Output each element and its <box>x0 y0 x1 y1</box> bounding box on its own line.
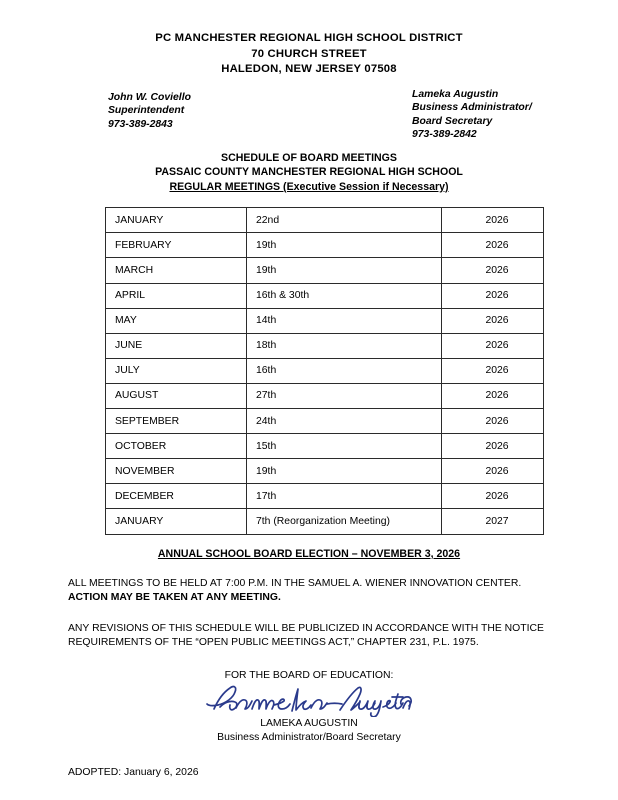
table-row <box>106 308 544 333</box>
meeting-month-cell: NOVEMBER <box>106 459 247 484</box>
adopted-line: ADOPTED: January 6, 2026 <box>68 767 199 779</box>
meeting-day-cell: 19th <box>247 258 442 283</box>
district-header <box>0 0 618 78</box>
meeting-month-cell: MARCH <box>106 258 247 283</box>
meeting-year-cell: 2026 <box>442 333 544 358</box>
signature-block <box>0 670 618 745</box>
table-row <box>106 233 544 258</box>
meeting-year-cell: 2026 <box>442 484 544 509</box>
table-row <box>106 484 544 509</box>
meeting-day-cell: 16th <box>247 358 442 383</box>
meeting-day-cell: 24th <box>247 409 442 434</box>
meeting-year-cell: 2026 <box>442 409 544 434</box>
table-row <box>106 459 544 484</box>
business-administrator-block <box>412 88 532 142</box>
superintendent-name: John W. Coviello <box>108 91 191 103</box>
table-row <box>106 509 544 534</box>
schedule-title-block <box>0 151 618 195</box>
for-the-board-label: FOR THE BOARD OF EDUCATION: <box>224 670 394 682</box>
meeting-day-cell: 7th (Reorganization Meeting) <box>247 509 442 534</box>
schedule-table-body <box>106 208 544 534</box>
meeting-day-cell: 18th <box>247 333 442 358</box>
business-administrator-title-line1: Business Administrator/ <box>412 102 532 114</box>
meeting-month-cell: DECEMBER <box>106 484 247 509</box>
district-street: 70 CHURCH STREET <box>251 47 367 60</box>
superintendent-title: Superintendent <box>108 105 185 117</box>
meeting-day-cell: 19th <box>247 233 442 258</box>
district-city-state-zip: HALEDON, NEW JERSEY 07508 <box>221 63 397 75</box>
meeting-day-cell: 14th <box>247 308 442 333</box>
meeting-month-cell: JUNE <box>106 333 247 358</box>
schedule-title-line2: PASSAIC COUNTY MANCHESTER REGIONAL HIGH SCHOOL <box>155 166 463 179</box>
meeting-day-cell: 19th <box>247 459 442 484</box>
table-row <box>106 383 544 408</box>
meeting-month-cell: FEBRUARY <box>106 233 247 258</box>
superintendent-block <box>108 91 191 132</box>
meeting-year-cell: 2026 <box>442 308 544 333</box>
table-row <box>106 208 544 233</box>
district-name: PC MANCHESTER REGIONAL HIGH SCHOOL DISTRICT <box>155 32 463 44</box>
meeting-year-cell: 2026 <box>442 283 544 308</box>
meeting-day-cell: 27th <box>247 383 442 408</box>
meeting-day-cell: 22nd <box>247 208 442 233</box>
signature-ink-icon <box>204 683 414 717</box>
meeting-day-cell: 17th <box>247 484 442 509</box>
table-row <box>106 358 544 383</box>
business-administrator-phone: 973-389-2842 <box>412 129 477 141</box>
schedule-table <box>105 207 544 534</box>
revisions-notice: ANY REVISIONS OF THIS SCHEDULE WILL BE PUBLICIZED IN ACCORDANCE WITH THE NOTICE REQUIREMENTS OF THE “OPEN PUBLIC MEETINGS ACT,” CHAPTER 231, P.L. 1975. <box>68 622 544 649</box>
superintendent-phone: 973-389-2843 <box>108 118 173 130</box>
meeting-month-cell: SEPTEMBER <box>106 409 247 434</box>
signer-name: LAMEKA AUGUSTIN <box>260 718 358 730</box>
meeting-month-cell: JANUARY <box>106 208 247 233</box>
officers-row <box>0 88 618 153</box>
schedule-title-line1: SCHEDULE OF BOARD MEETINGS <box>221 151 397 164</box>
meeting-year-cell: 2026 <box>442 258 544 283</box>
meeting-day-cell: 16th & 30th <box>247 283 442 308</box>
table-row <box>106 409 544 434</box>
meeting-year-cell: 2026 <box>442 383 544 408</box>
meeting-day-cell: 15th <box>247 434 442 459</box>
business-administrator-name: Lameka Augustin <box>412 88 499 100</box>
business-administrator-title-line2: Board Secretary <box>412 115 493 127</box>
meeting-month-cell: APRIL <box>106 283 247 308</box>
table-row <box>106 434 544 459</box>
meeting-year-cell: 2026 <box>442 459 544 484</box>
meeting-month-cell: JANUARY <box>106 509 247 534</box>
meeting-year-cell: 2026 <box>442 208 544 233</box>
meetings-notice-line2: ACTION MAY BE TAKEN AT ANY MEETING. <box>68 591 281 603</box>
table-row <box>106 283 544 308</box>
table-row <box>106 333 544 358</box>
meeting-year-cell: 2026 <box>442 233 544 258</box>
handwritten-signature <box>0 683 618 717</box>
schedule-title-line3: REGULAR MEETINGS (Executive Session if Necessary) <box>169 180 449 193</box>
table-row <box>106 258 544 283</box>
meeting-month-cell: MAY <box>106 308 247 333</box>
signer-title: Business Administrator/Board Secretary <box>217 732 401 744</box>
schedule-table-wrap <box>105 207 513 534</box>
meeting-month-cell: JULY <box>106 358 247 383</box>
meetings-notice <box>68 577 564 605</box>
annual-election-notice: ANNUAL SCHOOL BOARD ELECTION – NOVEMBER 3, 2026 <box>157 547 461 560</box>
meetings-notice-line1: ALL MEETINGS TO BE HELD AT 7:00 P.M. IN THE SAMUEL A. WIENER INNOVATION CENTER. <box>68 577 522 589</box>
meeting-year-cell: 2026 <box>442 434 544 459</box>
meeting-month-cell: AUGUST <box>106 383 247 408</box>
meeting-month-cell: OCTOBER <box>106 434 247 459</box>
meeting-year-cell: 2026 <box>442 358 544 383</box>
meeting-year-cell: 2027 <box>442 509 544 534</box>
